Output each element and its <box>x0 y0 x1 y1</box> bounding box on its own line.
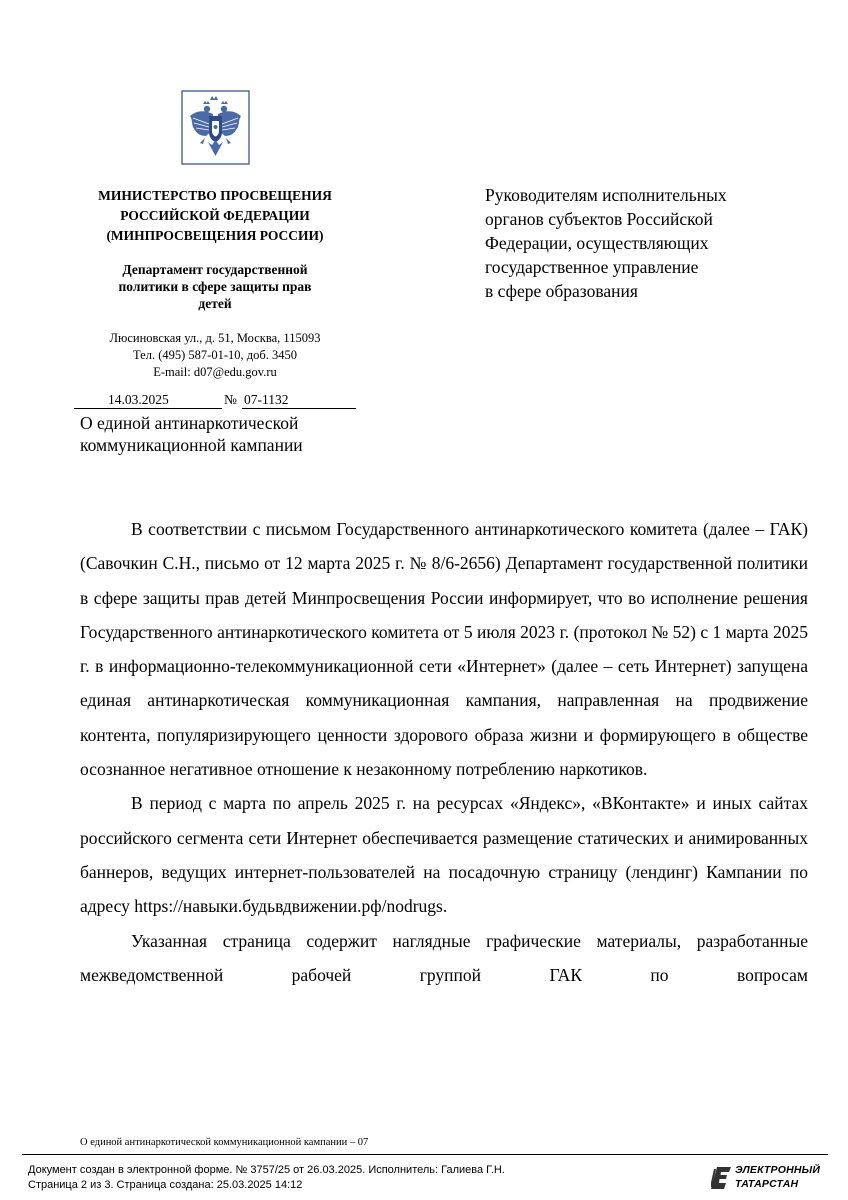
phone-line: Тел. (495) 587-01-10, доб. 3450 <box>133 348 297 362</box>
footer-divider <box>22 1154 828 1155</box>
email-line: E-mail: d07@edu.gov.ru <box>153 365 277 379</box>
logo-text <box>735 1163 820 1191</box>
system-footer <box>28 1163 505 1193</box>
number-label: № <box>224 392 237 407</box>
department-line: детей <box>198 296 232 311</box>
recipient-line: органов субъектов Российской <box>485 209 713 229</box>
russian-coat-of-arms-icon <box>181 90 250 165</box>
recipient-line: Федерации, осуществляющих <box>485 233 709 253</box>
ministry-line: МИНИСТЕРСТВО ПРОСВЕЩЕНИЯ <box>98 188 332 203</box>
ministry-line: РОССИЙСКОЙ ФЕДЕРАЦИИ <box>120 208 310 223</box>
ministry-line: (МИНПРОСВЕЩЕНИЯ РОССИИ) <box>106 228 324 243</box>
letter-body <box>80 512 808 992</box>
recipient-line: государственное управление <box>485 257 699 277</box>
logo-line: ЭЛЕКТРОННЫЙ <box>735 1164 821 1176</box>
body-paragraph: Указанная страница содержит наглядные графические материалы, разработанные межведомственной рабочей группой ГАК по вопросам <box>80 930 808 985</box>
document-info: Документ создан в электронной форме. № 3757/25 от 26.03.2025. Исполнитель: Галиева Г.Н. <box>28 1164 505 1176</box>
department-line: политики в сфере защиты прав <box>118 279 312 294</box>
logo-line: ТАТАРСТАН <box>735 1178 799 1190</box>
address-line: Люсиновская ул., д. 51, Москва, 115093 <box>109 331 321 345</box>
date-underline <box>74 408 222 409</box>
letter-subject <box>80 412 370 456</box>
registration-line <box>74 392 356 410</box>
subject-line: О единой антинаркотической <box>80 413 299 433</box>
electronic-tatarstan-logo-icon <box>711 1165 733 1191</box>
number-underline <box>242 408 356 409</box>
page-info: Страница 2 из 3. Страница создана: 25.03.2025 14:12 <box>28 1179 303 1191</box>
registration-date: 14.03.2025 <box>108 392 169 407</box>
department-name <box>70 261 360 312</box>
electronic-tatarstan-logo <box>711 1163 821 1193</box>
department-line: Департамент государственной <box>122 262 308 277</box>
recipient-block <box>485 183 805 303</box>
body-paragraph: В период с марта по апрель 2025 г. на ресурсах «Яндекс», «ВКонтакте» и иных сайтах российского сегмента сети Интернет обеспечивается размещение статических и анимированных баннеров, ведущих интернет-пользователей на посадочную страницу (лендинг) Кампании по адресу https://навыки.будьвдвижении.рф/nodrugs. <box>80 793 808 917</box>
registration-number: 07-1132 <box>244 392 289 407</box>
subject-line: коммуникационной кампании <box>80 435 303 455</box>
running-footer: О единой антинаркотической коммуникационной кампании – 07 <box>80 1137 369 1148</box>
ministry-name <box>70 186 360 246</box>
recipient-line: в сфере образования <box>485 281 638 301</box>
body-paragraph: В соответствии с письмом Государственного антинаркотического комитета (далее – ГАК) (Савочкин С.Н., письмо от 12 марта 2025 г. № 8/6-2656) Департамент государственной политики в сфере защиты прав детей Минпросвещения России информирует, что во исполнение решения Государственного антинаркотического комитета от 5 июля 2023 г. (протокол № 52) с 1 марта 2025 г. в информационно-телекоммуникационной сети «Интернет» (далее – сеть Интернет) запущена единая антинаркотическая коммуникационная кампания, направленная на продвижение контента, популяризирующего ценности здорового образа жизни и формирующего в обществе осознанное негативное отношение к незаконному потреблению наркотиков. <box>80 519 808 780</box>
recipient-line: Руководителям исполнительных <box>485 185 727 205</box>
contact-address <box>70 330 360 381</box>
